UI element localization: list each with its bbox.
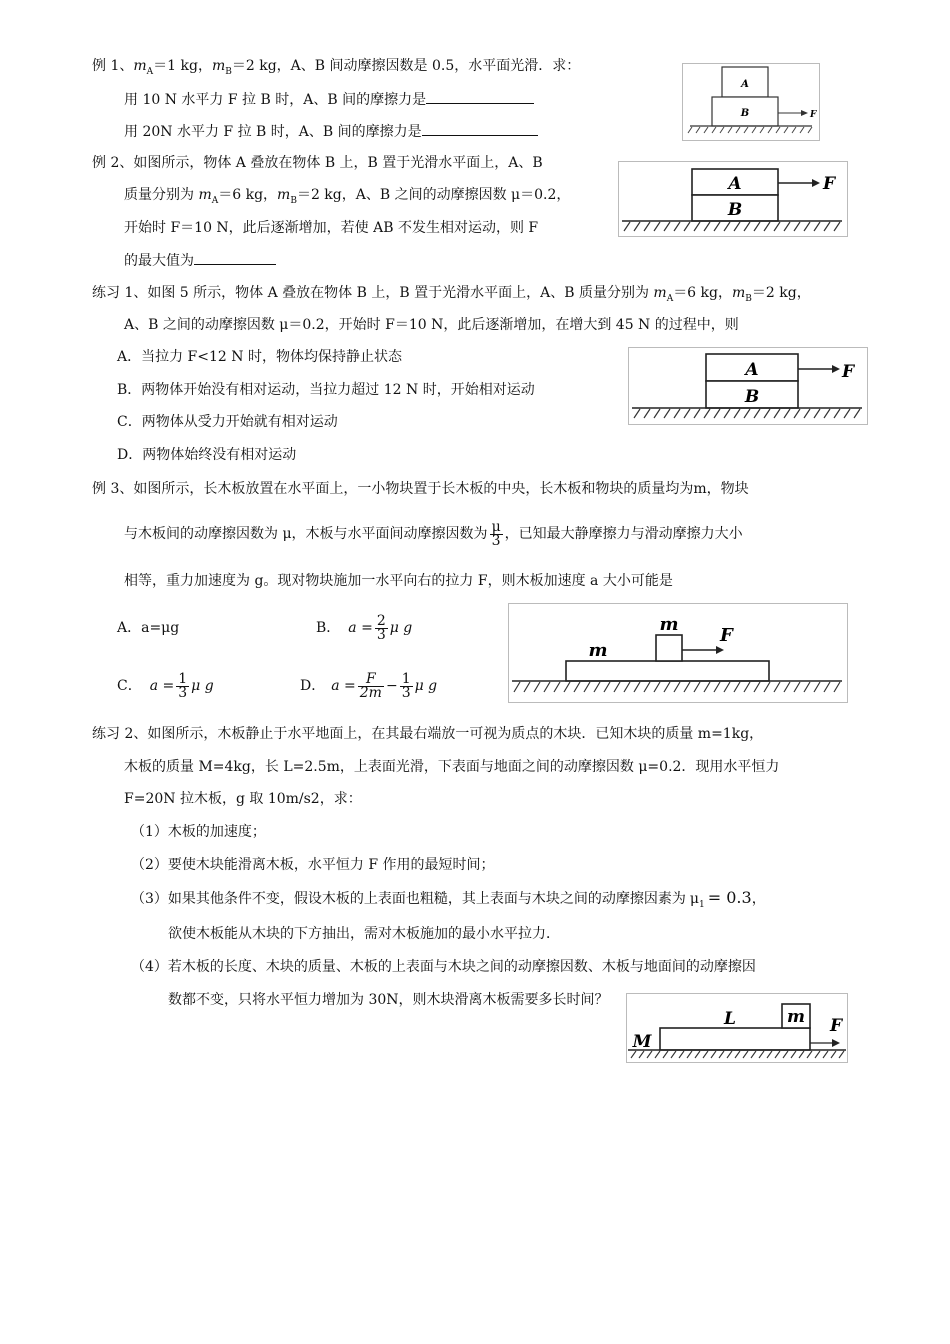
force-label: F (810, 110, 817, 120)
pr2-question-4-line2: 数都不变，只将水平恒力增加为 30N，则木块滑离木板需要多长时间？ (168, 992, 609, 1008)
pr2-question-3: （3）如果其他条件不变，假设木板的上表面也粗糙，其上表面与木块之间的动摩擦因素为 $\mu_1 = 0.3$， (131, 888, 766, 910)
pr2-line3: F=20N 拉木板，g 取 10m/s2，求： (124, 791, 362, 807)
answer-blank[interactable] (422, 121, 538, 136)
board-mass-label: M (632, 1032, 652, 1052)
ex3-line3: 相等，重力加速度为 g。现对物块施加一水平向右的拉力 F，则木板加速度 a 大小可能是 (124, 573, 673, 589)
block-m-label: m (787, 1007, 805, 1027)
pr1-line1: 练习 1、如图 5 所示，物体 A 叠放在物体 B 上，B 置于光滑水平面上，A、B 质量分别为 $m_A=6$ kg，$m_B=2$ kg， (92, 285, 811, 304)
ex1-figure (682, 63, 820, 141)
fraction-mu-over-3: $\frac{\mu}{3}$ (491, 518, 501, 549)
ex3-option-c[interactable]: C． a = $\frac{1}{3}$ μ g (117, 670, 214, 701)
ex1-line3: 用 20N 水平力 F 拉 B 时，A、B 间的摩擦力是 (124, 121, 538, 142)
answer-blank[interactable] (426, 89, 534, 104)
block-a-label: A (728, 174, 742, 194)
pr1-line2: A、B 之间的动摩擦因数 μ＝0.2，开始时 F＝10 N，此后逐渐增加，在增大到 45 N 的过程中，则 (124, 317, 739, 333)
pr2-line2: 木板的质量 M=4kg，长 L=2.5m，上表面光滑，下表面与地面之间的动摩擦因数 μ=0.2．现用水平恒力 (124, 759, 780, 775)
block-a-label: A (741, 79, 749, 90)
block-m-label: m (659, 614, 679, 635)
pr2-line1: 练习 2、如图所示，木板静止于水平地面上，在其最右端放一可视为质点的木块．已知木块的质量 m=1kg， (92, 726, 764, 742)
pr1-option-b[interactable]: B．两物体开始没有相对运动，当拉力超过 12 N 时，开始相对运动 (117, 382, 535, 398)
ex2-line2: 质量分别为 $m_A=6$ kg，$m_B=2$ kg，A、B 之间的动摩擦因数 μ＝0.2， (124, 187, 571, 206)
ex1-line1: 例 1、$m_A=1$ kg，$m_B=2$ kg，A、B 间动摩擦因数是 0.5，水平面光滑．求： (92, 58, 581, 77)
force-label: F (830, 1016, 843, 1036)
force-label: F (842, 362, 855, 382)
answer-blank[interactable] (194, 250, 276, 265)
pr2-figure (626, 993, 848, 1063)
pr2-question-1: （1）木板的加速度； (131, 824, 266, 840)
block-b-label: B (740, 108, 750, 119)
ex3-option-a[interactable]: A．a=μg (117, 620, 180, 636)
ex3-option-b[interactable]: B． a = $\frac{2}{3}$ μ g (316, 612, 413, 643)
board-m-label: m (588, 640, 608, 661)
pr1-option-c[interactable]: C．两物体从受力开始就有相对运动 (117, 414, 338, 430)
block-b-label: B (744, 387, 760, 407)
pr1-option-a[interactable]: A．当拉力 F<12 N 时，物体均保持静止状态 (117, 349, 402, 365)
force-label: F (823, 174, 836, 194)
block-b-label: B (727, 200, 743, 220)
pr1-option-d[interactable]: D．两物体始终没有相对运动 (117, 447, 297, 463)
ex3-figure (508, 603, 848, 703)
pr2-question-4: （4）若木板的长度、木块的质量、木板的上表面与木块之间的动摩擦因数、木板与地面间的动摩擦因 (131, 959, 756, 975)
pr2-question-2: （2）要使木块能滑离木板，水平恒力 F 作用的最短时间； (131, 857, 495, 873)
board-length-label: L (724, 1009, 736, 1029)
pr2-question-3-line2: 欲使木板能从木块的下方抽出，需对木板施加的最小水平拉力． (168, 926, 560, 942)
ex1-line2: 用 10 N 水平力 F 拉 B 时，A、B 间的摩擦力是 (124, 89, 534, 110)
ex2-line1: 例 2、如图所示，物体 A 叠放在物体 B 上，B 置于光滑水平面上，A、B (92, 155, 543, 171)
force-label: F (720, 625, 733, 646)
block-a-label: A (745, 360, 759, 380)
ex3-line1: 例 3、如图所示，长木板放置在水平面上，一小物块置于长木板的中央，长木板和物块的质量均为m，物块 (92, 481, 749, 497)
ex2-line4: 的最大值为 (124, 250, 276, 271)
pr1-figure (628, 347, 868, 425)
ex3-option-d[interactable]: D． a = $\frac{F}{2m}$ − $\frac{1}{3}$ μ g (300, 670, 438, 701)
ex3-line2: 与木板间的动摩擦因数为 μ，木板与水平面间动摩擦因数为 $\frac{\mu}{3}$ ，已知最大静摩擦力与滑动摩擦力大小 (124, 518, 743, 549)
ex2-figure (618, 161, 848, 237)
ex2-line3: 开始时 F＝10 N，此后逐渐增加，若使 AB 不发生相对运动，则 F (124, 220, 539, 236)
